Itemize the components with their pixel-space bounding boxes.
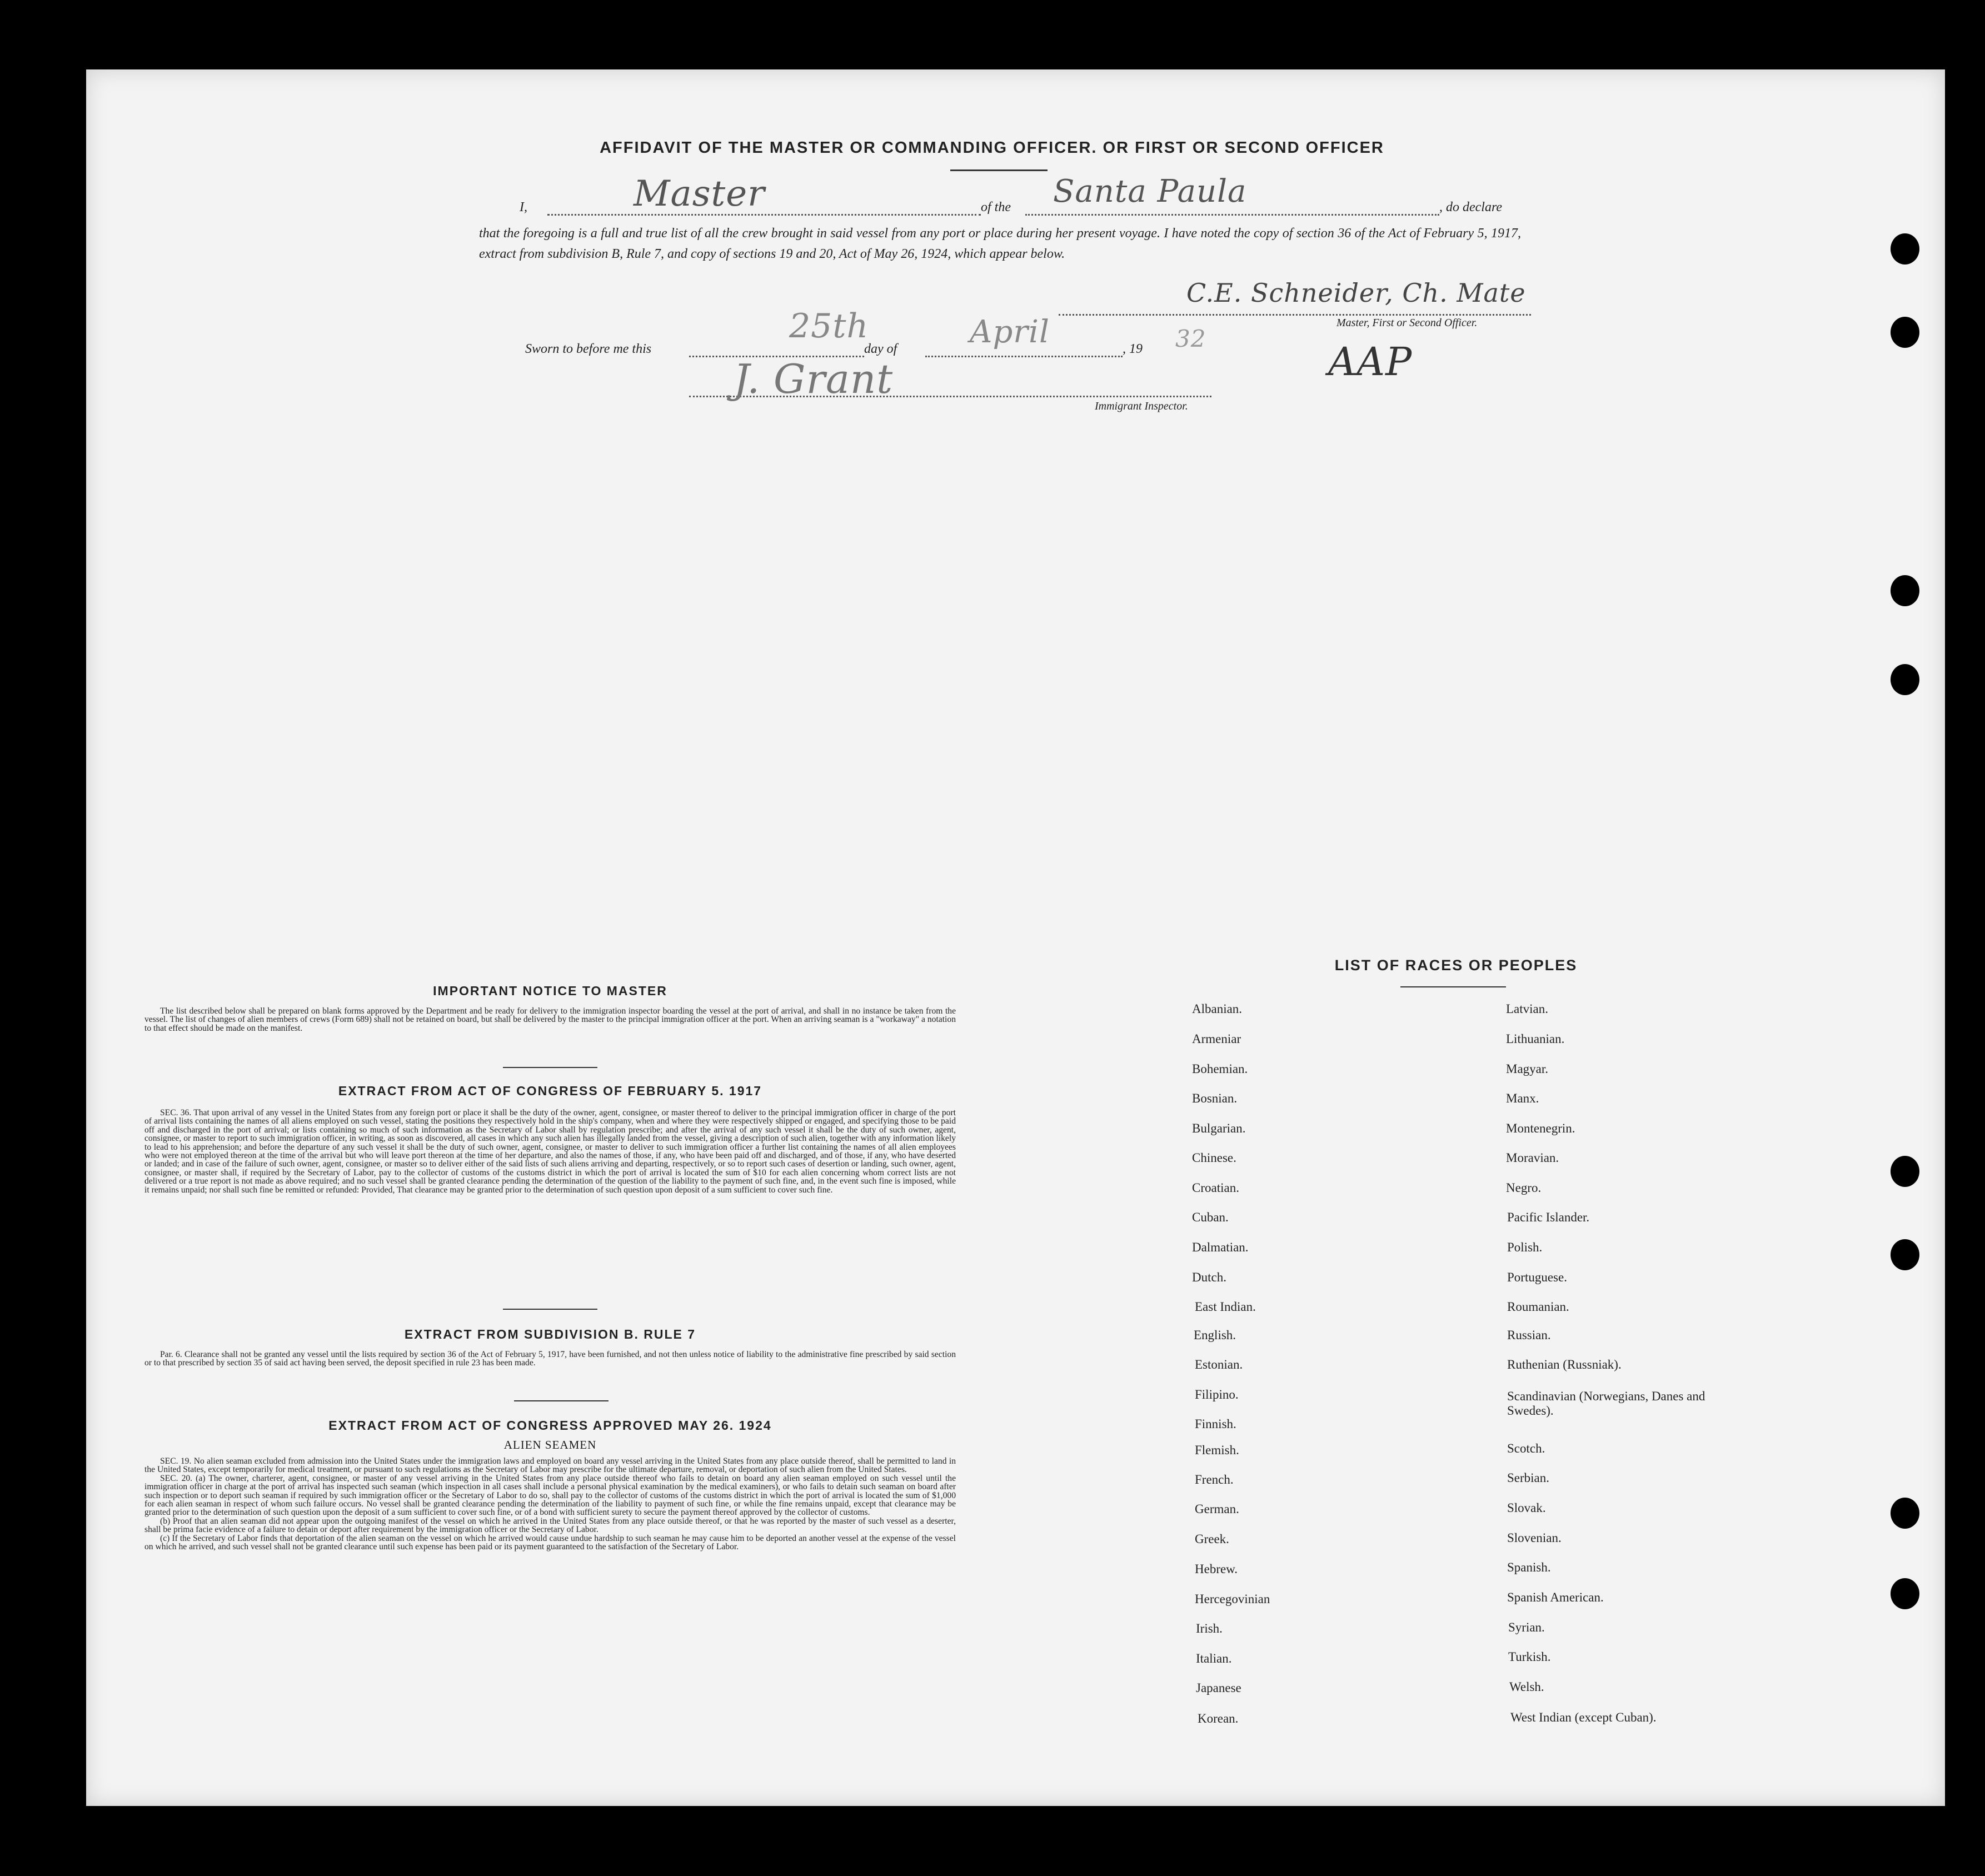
handwritten-vessel: Santa Paula: [1053, 173, 1247, 209]
punch-hole: [1891, 317, 1919, 348]
race-item: Welsh.: [1509, 1680, 1544, 1694]
master-label: Master, First or Second Officer.: [1336, 317, 1478, 329]
race-item: Roumanian.: [1507, 1300, 1569, 1314]
race-item: Slovenian.: [1507, 1531, 1562, 1545]
handwritten-day: 25th: [789, 307, 869, 346]
race-item: Filipino.: [1195, 1388, 1239, 1401]
handwritten-signature: C.E. Schneider, Ch. Mate: [1186, 278, 1526, 308]
race-item: Cuban.: [1192, 1210, 1229, 1224]
race-item: Spanish.: [1507, 1560, 1551, 1574]
race-item: Scandinavian (Norwegians, Danes and Swedes).: [1507, 1389, 1705, 1418]
race-item: Lithuanian.: [1506, 1032, 1565, 1046]
handwritten-initials: AAP: [1328, 339, 1413, 385]
punch-hole: [1891, 1578, 1919, 1609]
race-item: English.: [1194, 1328, 1236, 1342]
race-item: Korean.: [1198, 1712, 1239, 1725]
race-item: Flemish.: [1195, 1443, 1239, 1457]
race-item: West Indian (except Cuban).: [1510, 1710, 1657, 1724]
section-divider: [503, 1067, 597, 1068]
race-item: Japanese: [1196, 1681, 1241, 1695]
race-item: Hercegovinian: [1195, 1592, 1270, 1606]
race-item: Latvian.: [1506, 1002, 1548, 1016]
race-item: East Indian.: [1195, 1300, 1256, 1314]
sec-20a-text: SEC. 20. (a) The owner, charterer, agent, consignee, or master of any vessel arriving in the United States from any place outside thereof who fails to detain on board any alien seaman employed on such vessel until the immigration officer in charge at the port of arrival has inspected such seaman (which inspection in all cases shall include a personal physical examination by the medical examiners), or who fails to detain such seaman on board after such inspection or to deport such seaman if required by such immigration officer or the Secretary of Labor to do so, shall pay to the collector of customs of the customs district in which the port of arrival is located the sum of $1,000 for each alien seaman in respect of whom such failure occurs. No vessel shall be granted clearance pending the determination of the liability to payment of such fine, or while the fine remains unpaid, except that clearance may be granted prior to the determination of such question upon the deposit of a sum sufficient to cover such fine, or of a bond with sufficient surety to secure the payment thereof approved by the collector of customs.: [144, 1473, 956, 1518]
year-label: , 19: [1123, 342, 1143, 356]
race-item: Estonian.: [1195, 1358, 1243, 1371]
race-item: Dalmatian.: [1192, 1240, 1249, 1254]
punch-hole: [1891, 1498, 1919, 1529]
race-item: Manx.: [1506, 1091, 1539, 1105]
sec-19-text: SEC. 19. No alien seaman excluded from admission into the United States under the immigration laws and employed on board any vessel arriving in the United States from any place outside thereof, shall be permitted to land in the United States, except temporarily for medical treatment, or pursuant to such regulations as the Secretary of Labor may prescribe for the ultimate departure, removal, or deportation of such alien from the United States.: [144, 1456, 956, 1475]
act-1917-body: [144, 1109, 956, 1194]
punch-hole: [1891, 664, 1919, 695]
race-item: Armeniar: [1192, 1032, 1241, 1046]
race-item: Ruthenian (Russniak).: [1507, 1358, 1622, 1371]
signature-blank: [1059, 314, 1531, 316]
handwritten-month: April: [970, 314, 1050, 350]
race-item: Moravian.: [1506, 1151, 1559, 1165]
handwritten-year: 32: [1175, 325, 1206, 352]
act-1924-body: [144, 1457, 956, 1551]
alien-seamen-subheading: ALIEN SEAMEN: [503, 1438, 597, 1451]
act-1924-heading: EXTRACT FROM ACT OF CONGRESS APPROVED MAY 26. 1924: [328, 1418, 772, 1433]
title-divider: [950, 169, 1048, 171]
race-item: Bohemian.: [1192, 1062, 1248, 1076]
declaration-i: I,: [520, 200, 527, 214]
notice-heading: IMPORTANT NOTICE TO MASTER: [433, 984, 667, 998]
races-heading: LIST OF RACES OR PEOPLES: [1334, 957, 1578, 974]
race-item: Hebrew.: [1195, 1562, 1238, 1576]
act-1917-text: SEC. 36. That upon arrival of any vessel in the United States from any foreign port or place it shall be the duty of the owner, agent, consignee, or master thereof to deliver to the principal immigration officer in charge of the port of arrival lists containing the names of all aliens employed on such vessel, stating the positions they respectively hold in the ship's company, when and where they were respectively shipped or engaged, and specifying those to be paid off and discharged in the port of arrival; or lists containing so much of such information as the Secretary of Labor shall by regulation prescribe; and after the arrival of any such vessel it shall be the duty of such owner, agent, consignee, or master to report to such immigration officer, in writing, as soon as discovered, all cases in which any such alien has illegally landed from the vessel, giving a description of such alien, together with any information likely to lead to his apprehension; and before the departure of any such vessel it shall be the duty of such owner, agent, consignee, or master to deliver to such immigration officer a further list containing the names of all alien employees who were not employed thereon at the time of the arrival but who will leave port thereon at the time of her departure, and also the names of those, if any, who have been paid off and discharged, and of those, if any, who have deserted or landed; and in case of the failure of such owner, agent, consignee, or master so to deliver either of the said lists of such aliens arriving and departing, respectively, or so to report such cases of desertion or landing, such owner, agent, consignee, or master shall, if required by the Secretary of Labor, pay to the collector of customs of the customs district in which the port of arrival is located the sum of $10 for each alien concerning whom correct lists are not delivered or a true report is not made as above required; and no such vessel shall be granted clearance pending the determination of the question of the liability to the payment of such fine, and, in the event such fine is imposed, while it remains unpaid; nor shall such fine be remitted or refunded: Provided, That clearance may be granted prior to the determination of such question upon deposit of a sum sufficient to cover such fine.: [144, 1108, 956, 1195]
affidavit-paragraph: that the foregoing is a full and true list of all the crew brought in said vessel from any port or place during her present voyage. I have noted the copy of section 36 of the Act of February 5, 1917, extract from subdivision B, Rule 7, and copy of sections 19 and 20, Act of May 26, 1924, which appear below.: [479, 226, 1521, 261]
race-item: Polish.: [1507, 1240, 1543, 1254]
rule-7-heading: EXTRACT FROM SUBDIVISION B. RULE 7: [404, 1327, 696, 1341]
race-item: Magyar.: [1506, 1062, 1549, 1076]
act-1917-heading: EXTRACT FROM ACT OF CONGRESS OF FEBRUARY 5. 1917: [338, 1084, 762, 1098]
notice-text: The list described below shall be prepared on blank forms approved by the Department and be ready for delivery to the immigration inspector boarding the vessel at the port of arrival, and shall in no instance be taken from the vessel. The list of changes of alien members of crews (Form 689) shall not be retained on board, but shall be delivered by the master to the principal immigration officer at the port. When an arriving seaman is a "workaway" a notation to that effect should be made on the manifest.: [144, 1006, 956, 1033]
race-item: Finnish.: [1195, 1417, 1236, 1431]
sec-20b-text: (b) Proof that an alien seaman did not appear upon the outgoing manifest of the vessel on which he arrived in the United States from any place outside thereof, or that he was reported by the master of such vessel as a deserter, shall be prima facie evidence of a failure to detain or deport after requirement by the immigration officer or the Secretary of Labor.: [144, 1516, 956, 1535]
handwritten-inspector: J. Grant: [734, 356, 894, 402]
punch-hole: [1891, 575, 1919, 606]
race-item: Chinese.: [1192, 1151, 1236, 1165]
race-item: Greek.: [1195, 1532, 1229, 1546]
race-item: Bulgarian.: [1192, 1121, 1246, 1135]
race-item: Turkish.: [1508, 1650, 1551, 1664]
declaration-of-the: of the: [981, 200, 1011, 214]
affidavit-title: AFFIDAVIT OF THE MASTER OR COMMANDING OFFICER. OR FIRST OR SECOND OFFICER: [600, 139, 1384, 157]
race-item: Irish.: [1196, 1621, 1223, 1635]
race-item: Montenegrin.: [1506, 1121, 1575, 1135]
punch-hole: [1891, 1239, 1919, 1270]
punch-hole: [1891, 233, 1919, 265]
vessel-blank: [1025, 214, 1439, 216]
rule-7-text: Par. 6. Clearance shall not be granted any vessel until the lists required by section 36 of the Act of February 5, 1917, have been furnished, and not then unless notice of liability to the administrative fine prescribed by said section or to that prescribed by section 35 of said act having been served, the deposit specified in rule 23 has been made.: [144, 1350, 956, 1368]
race-item: Portuguese.: [1507, 1270, 1567, 1284]
month-blank: [925, 356, 1123, 357]
day-of-label: day of: [864, 342, 897, 356]
race-item: Italian.: [1196, 1652, 1232, 1665]
race-item: Slovak.: [1507, 1501, 1546, 1515]
race-item: Pacific Islander.: [1507, 1210, 1590, 1224]
race-item: Russian.: [1507, 1328, 1551, 1342]
rule-7-body: [144, 1350, 956, 1368]
race-item: Dutch.: [1192, 1270, 1226, 1284]
race-item: Serbian.: [1507, 1471, 1550, 1485]
race-item: Spanish American.: [1507, 1590, 1604, 1604]
declaration-declare: , do declare: [1439, 200, 1503, 214]
punch-hole: [1891, 1156, 1919, 1187]
section-divider: [514, 1400, 609, 1401]
handwritten-rank: Master: [634, 173, 765, 214]
sec-20c-text: (c) If the Secretary of Labor finds that deportation of the alien seaman on the vessel on which he arrived would cause undue hardship to such seaman he may cause him to be deported an another vessel at the expense of the vessel on which he arrived, and such vessel shall not be granted clearance until such expense has been paid or its payment guaranteed to the satisfaction of the Secretary of Labor.: [144, 1533, 956, 1552]
race-item: French.: [1195, 1473, 1234, 1486]
race-item: Scotch.: [1507, 1441, 1545, 1455]
section-divider: [503, 1309, 597, 1310]
race-item: Bosnian.: [1192, 1091, 1238, 1105]
sworn-label: Sworn to before me this: [525, 342, 652, 356]
inspector-label: Immigrant Inspector.: [1095, 400, 1188, 412]
race-item: Albanian.: [1192, 1002, 1243, 1016]
race-item: Croatian.: [1192, 1181, 1239, 1195]
races-divider: [1400, 986, 1506, 987]
race-item: Negro.: [1506, 1181, 1542, 1195]
race-item: Syrian.: [1508, 1620, 1545, 1634]
race-item: German.: [1195, 1502, 1239, 1516]
notice-body: [144, 1007, 956, 1032]
